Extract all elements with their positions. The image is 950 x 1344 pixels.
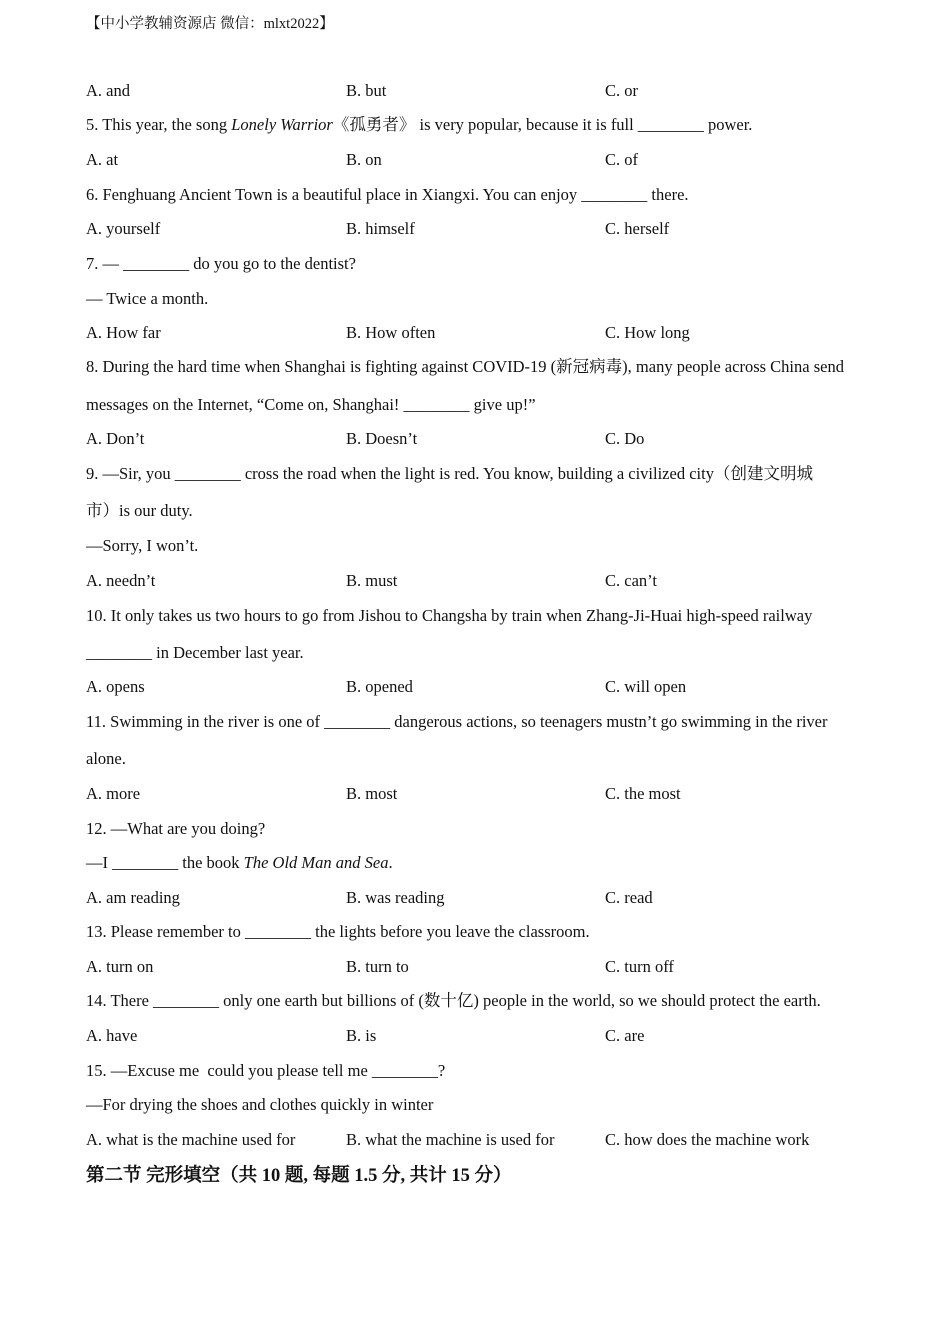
option-a: A. more xyxy=(86,784,141,803)
option-b: B. was reading xyxy=(346,888,445,907)
options-row-q14 xyxy=(86,1025,876,1047)
options-row-q9 xyxy=(86,570,876,592)
question-text: . xyxy=(388,853,393,872)
options-row-q10 xyxy=(86,676,876,698)
options-row-q12 xyxy=(86,887,876,909)
question-text: 《孤勇者》 is very popular, because it is full ________ power. xyxy=(332,115,753,134)
option-c: C. the most xyxy=(605,784,681,803)
options-row-q7 xyxy=(86,322,876,344)
option-b: B. most xyxy=(346,784,398,803)
option-b: B. is xyxy=(346,1026,377,1045)
question-15-reply: —For drying the shoes and clothes quickly in winter xyxy=(86,1095,434,1114)
option-a: A. How far xyxy=(86,323,161,342)
option-b: B. but xyxy=(346,81,387,100)
question-9: 9. —Sir, you ________ cross the road when the light is red. You know, building a civilized city（创建文明城 xyxy=(86,464,813,483)
question-text: 5. This year, the song xyxy=(86,115,232,134)
options-row-q5 xyxy=(86,149,876,171)
question-8-cont: messages on the Internet, “Come on, Shanghai! ________ give up!” xyxy=(86,395,536,414)
options-row-q11 xyxy=(86,783,876,805)
question-12-reply xyxy=(86,852,393,874)
question-9-reply: —Sorry, I won’t. xyxy=(86,536,199,555)
question-14: 14. There ________ only one earth but billions of (数十亿) people in the world, so we should protect the earth. xyxy=(86,991,821,1010)
option-c: C. Do xyxy=(605,429,645,448)
question-7: 7. — ________ do you go to the dentist? xyxy=(86,254,356,273)
option-a: A. turn on xyxy=(86,957,154,976)
option-a: A. have xyxy=(86,1026,138,1045)
option-a: A. yourself xyxy=(86,219,161,238)
option-c: C. will open xyxy=(605,677,687,696)
option-b: B. must xyxy=(346,571,398,590)
option-b: B. on xyxy=(346,150,382,169)
option-c: C. How long xyxy=(605,323,690,342)
option-a: A. and xyxy=(86,81,130,100)
question-6: 6. Fenghuang Ancient Town is a beautiful place in Xiangxi. You can enjoy ________ there. xyxy=(86,185,689,204)
options-row-q15 xyxy=(86,1129,876,1151)
option-c: C. how does the machine work xyxy=(605,1130,810,1149)
question-text: —I ________ the book xyxy=(86,853,244,872)
option-a: A. am reading xyxy=(86,888,180,907)
book-title: The Old Man and Sea xyxy=(243,853,389,872)
option-b: B. opened xyxy=(346,677,413,696)
option-c: C. are xyxy=(605,1026,645,1045)
option-c: C. turn off xyxy=(605,957,674,976)
question-12: 12. —What are you doing? xyxy=(86,819,266,838)
question-8: 8. During the hard time when Shanghai is fighting against COVID-19 (新冠病毒), many people across China send xyxy=(86,357,844,376)
options-row-q4 xyxy=(86,80,876,102)
question-13: 13. Please remember to ________ the lights before you leave the classroom. xyxy=(86,922,590,941)
option-c: C. or xyxy=(605,81,638,100)
options-row-q6 xyxy=(86,218,876,240)
question-9-cont: 市）is our duty. xyxy=(86,501,193,520)
option-b: B. How often xyxy=(346,323,436,342)
option-a: A. Don’t xyxy=(86,429,145,448)
question-5 xyxy=(86,114,752,136)
options-row-q8 xyxy=(86,428,876,450)
option-b: B. what the machine is used for xyxy=(346,1130,555,1149)
option-a: A. at xyxy=(86,150,119,169)
question-11-cont: alone. xyxy=(86,749,126,768)
song-title: Lonely Warrior xyxy=(231,115,333,134)
question-7-reply: — Twice a month. xyxy=(86,289,209,308)
option-c: C. read xyxy=(605,888,653,907)
option-a: A. what is the machine used for xyxy=(86,1130,296,1149)
options-row-q13 xyxy=(86,956,876,978)
option-a: A. needn’t xyxy=(86,571,156,590)
question-10: 10. It only takes us two hours to go from Jishou to Changsha by train when Zhang-Ji-Huai high-speed railway xyxy=(86,606,813,625)
option-c: C. herself xyxy=(605,219,670,238)
option-c: C. can’t xyxy=(605,571,657,590)
option-b: B. himself xyxy=(346,219,415,238)
option-c: C. of xyxy=(605,150,638,169)
question-10-cont: ________ in December last year. xyxy=(86,643,304,662)
option-b: B. Doesn’t xyxy=(346,429,418,448)
option-b: B. turn to xyxy=(346,957,409,976)
page-header: 【中小学教辅资源店 微信：mlxt2022】 xyxy=(86,16,334,32)
question-15: 15. —Excuse me could you please tell me ________? xyxy=(86,1061,446,1080)
option-a: A. opens xyxy=(86,677,145,696)
question-11: 11. Swimming in the river is one of ________ dangerous actions, so teenagers mustn’t go swimming in the river xyxy=(86,712,828,731)
section-title: 第二节 完形填空（共 10 题, 每题 1.5 分, 共计 15 分） xyxy=(86,1166,512,1186)
